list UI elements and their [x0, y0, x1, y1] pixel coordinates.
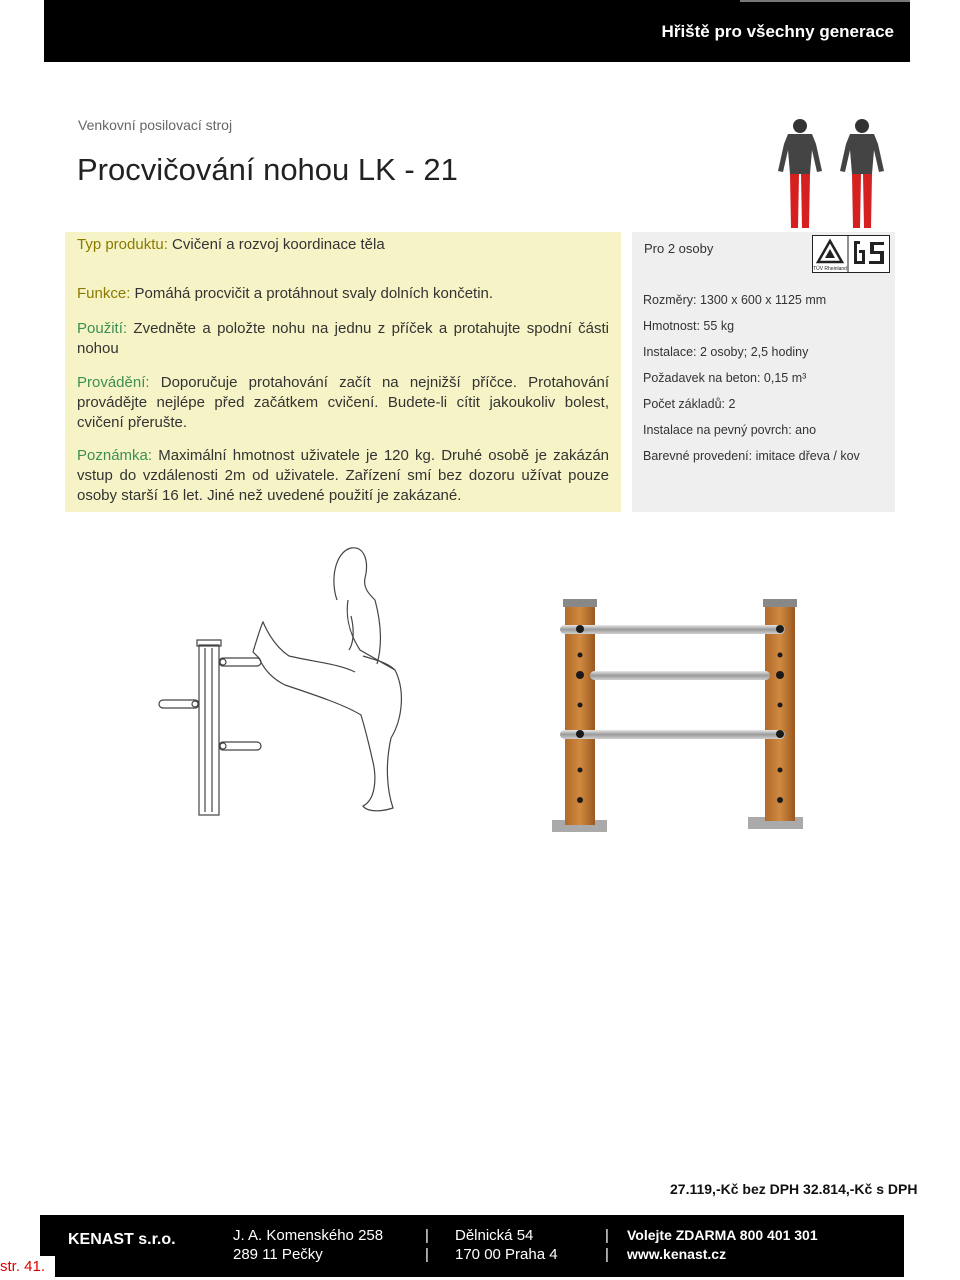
- header-notch: [740, 0, 910, 2]
- certification-logo: [812, 235, 890, 273]
- footer-company: KENAST s.r.o.: [68, 1231, 176, 1248]
- page-number-text: str. 41.: [0, 1258, 46, 1275]
- header-title: Hřiště pro všechny generace: [661, 22, 894, 41]
- product-note-value: Maximální hmotnost uživatele je 120 kg. Druhé osobě je zakázán vstup do vzdálenosti 2m od uživatele. Zařízení smí bez dozoru užívat pouze osoby starší 16 let. Jiné než uvedené použití je zakázané.: [77, 447, 609, 504]
- product-type-value: Cvičení a rozvoj koordinace těla: [167, 236, 385, 253]
- product-usage: [77, 319, 609, 359]
- product-function-label: Funkce:: [77, 285, 131, 302]
- product-type: [77, 235, 609, 255]
- price-label: 27.119,-Kč bez DPH 32.814,-Kč s DPH: [670, 1181, 918, 1197]
- page-number: [0, 1256, 55, 1278]
- footer-bar: [40, 1215, 904, 1277]
- product-usage-label: Použití:: [77, 320, 128, 337]
- certification-logo-text: TÜV Rheinland: [813, 266, 847, 272]
- footer-address-2-line1: Dělnická 54: [455, 1227, 534, 1244]
- product-photo-image: [550, 595, 810, 840]
- product-title: Procvičování nohou LK - 21: [77, 152, 458, 187]
- product-category: Venkovní posilovací stroj: [78, 117, 233, 133]
- spec-item: Počet základů: 2: [643, 397, 736, 411]
- product-usage-value: Zvedněte a položte nohu na jednu z příček a protahujte spodní části nohou: [77, 320, 609, 357]
- footer-contact: [627, 1226, 818, 1264]
- footer-website-link[interactable]: www.kenast.cz: [627, 1246, 727, 1262]
- footer-address-1-line2: 289 11 Pečky: [233, 1246, 323, 1263]
- persons-count: Pro 2 osoby: [644, 241, 714, 256]
- separator-line1: |: [605, 1227, 609, 1244]
- footer-address-1: [233, 1226, 383, 1264]
- spec-item: Barevné provedení: imitace dřeva / kov: [643, 449, 860, 463]
- separator-line2: |: [425, 1246, 429, 1263]
- spec-item: Instalace na pevný povrch: ano: [643, 423, 817, 437]
- separator-line2: |: [605, 1246, 609, 1263]
- muscle-diagram-image: [770, 116, 900, 234]
- footer-address-2: [455, 1226, 558, 1264]
- product-function: [77, 284, 609, 304]
- footer-separator: [605, 1226, 609, 1264]
- footer-address-1-line1: J. A. Komenského 258: [233, 1227, 384, 1244]
- product-type-label: Typ produktu:: [77, 236, 168, 253]
- specs-panel: [632, 232, 895, 512]
- product-note: [77, 446, 609, 506]
- product-execution: [77, 373, 609, 433]
- footer-phone: Volejte ZDARMA 800 401 301: [627, 1227, 818, 1243]
- muscle-figure-back: [840, 119, 884, 228]
- spec-item: Požadavek na beton: 0,15 m³: [643, 371, 807, 385]
- separator-line1: |: [425, 1227, 429, 1244]
- footer-address-2-line2: 170 00 Praha 4: [455, 1246, 558, 1263]
- product-execution-label: Provádění:: [77, 374, 150, 391]
- description-panel: [65, 232, 621, 512]
- footer-separator: [425, 1226, 429, 1264]
- usage-illustration-image: [155, 540, 415, 830]
- spec-item: Hmotnost: 55 kg: [643, 319, 735, 333]
- product-note-label: Poznámka:: [77, 447, 153, 464]
- product-function-value: Pomáhá procvičit a protáhnout svaly dolních končetin.: [130, 285, 494, 302]
- spec-item: Rozměry: 1300 x 600 x 1125 mm: [643, 293, 827, 307]
- header-bar: [44, 0, 910, 62]
- spec-item: Instalace: 2 osoby; 2,5 hodiny: [643, 345, 809, 359]
- muscle-figure-front: [778, 119, 822, 228]
- product-execution-value: Doporučuje protahování začít na nejnižší příčce. Protahování provádějte nejlépe před začátkem cvičení. Budete-li cítit jakoukoliv bolest, cvičení přerušte.: [77, 374, 609, 431]
